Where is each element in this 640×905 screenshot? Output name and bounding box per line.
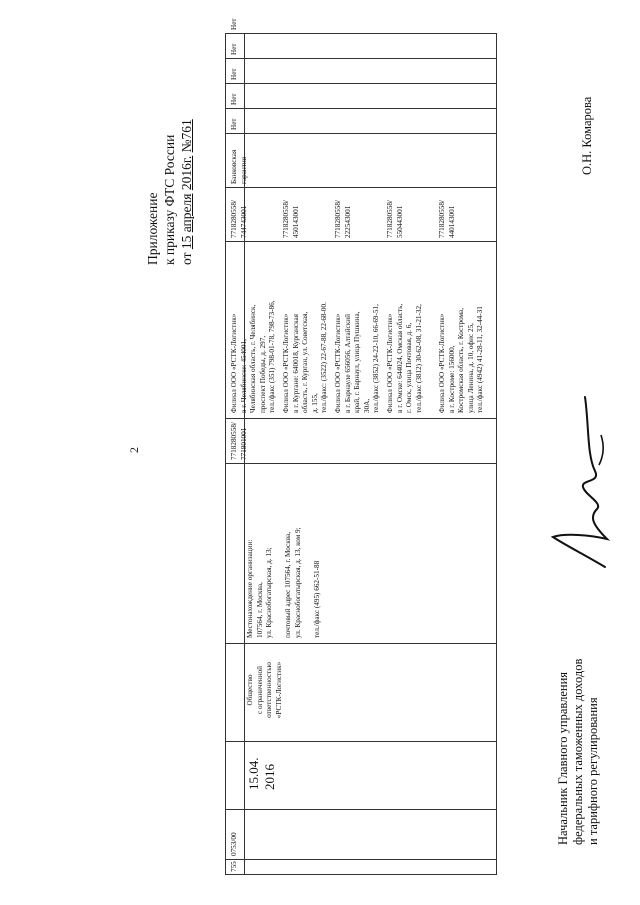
branch-inn-3: 7718280558/ 222543001	[334, 200, 352, 238]
col-divider	[226, 643, 496, 644]
col-divider	[226, 83, 496, 84]
branch-3: Филиал ООО «РСТК-Логистик» в г. Барнауле 656056, Алтайский край, г. Барнаул, улица Пушкина, 30А, тел./факс (3852) 24-22-10, 66-69-51,	[334, 304, 381, 413]
branch-inn-2: 7718280558/ 450143001	[282, 200, 300, 238]
col-divider	[226, 463, 496, 464]
handwritten-signature	[545, 375, 625, 575]
col-divider	[226, 809, 496, 810]
col-net-4: Нет	[230, 43, 238, 55]
col-divider	[226, 418, 496, 419]
customs-code: 0753/00	[230, 832, 238, 856]
col-divider	[226, 133, 496, 134]
appendix-header	[144, 5, 195, 265]
appendix-date: от 15 апреля 2016г. №761	[179, 119, 194, 265]
col-divider	[226, 741, 496, 742]
row-number: 755	[230, 861, 238, 872]
branch-5: Филиал ООО «РСТК-Логистик» в г. Костроме: 156000, Костромская область, г. Кострома, улица Ленина, д. 10, офис 25, тел./факс (4942) 41-28-11, 32-44-31	[438, 306, 485, 413]
branch-2: Филиал ООО «РСТК-Логистик» в г. Кургане: 640018, Курганская область, г. Курган, ул. Советская, д. 155, тел./факс: (3522) 22-67-88, 22-68-00.	[282, 302, 329, 413]
signatory-initials: О.Н. Комарова	[580, 96, 594, 175]
record-date: 15.04. 2016	[246, 757, 277, 790]
col-net-5: Нет	[230, 18, 238, 30]
col-net-2: Нет	[230, 93, 238, 105]
registry-table	[225, 18, 497, 875]
appendix-title: Приложение	[145, 192, 160, 265]
col-divider	[226, 58, 496, 59]
page-number: 2	[127, 447, 141, 453]
col-net-3: Нет	[230, 68, 238, 80]
branch-1: Филиал ООО «РСТК-Логистик» в г. Челябинске: 454001, Челябинская область, г. Челябинск, проспект Победы, д. 297, тел./факс (351) 798-01-78, 798-73-86,	[230, 300, 277, 413]
appendix-order: к приказу ФТС России	[162, 134, 177, 265]
col-divider	[226, 108, 496, 109]
branch-4: Филиал ООО «РСТК-Логистик» в г. Омске: 644024, Омская область, г. Омск, улица Почтовая, д. 6, тел./факс (3812) 30-62-08, 31-21-32,	[386, 303, 423, 413]
organization-address: Местонахождение организации: 107564, г. Москва, ул. Краснобогатырская, д. 13; почтовый адрес 107564, г. Москва, ул. Краснобогатырская, д. 13, ком 9; тел./факс (495) 662-51-88	[246, 527, 322, 638]
branch-inn-4: 7718280558/ 550443001	[386, 200, 404, 238]
chief-title: Начальник Главного управления федеральных таможенных доходов и тарифного регулирования	[556, 658, 600, 845]
branch-inn-1: 7718280558/ 744743001	[230, 200, 248, 238]
col-divider	[226, 241, 496, 242]
col-divider	[226, 187, 496, 188]
organization-inn: 7718280558/ 771801001	[230, 422, 248, 460]
col-divider	[226, 859, 496, 860]
branch-inn-5: 7718280558/ 440143001	[438, 200, 456, 238]
col-net-1: Нет	[230, 118, 238, 130]
organization-name: Общество с ограниченной ответственностью «РСТК-Логистик»	[246, 661, 283, 719]
guarantee-type: Банковская гарантия	[230, 149, 248, 184]
